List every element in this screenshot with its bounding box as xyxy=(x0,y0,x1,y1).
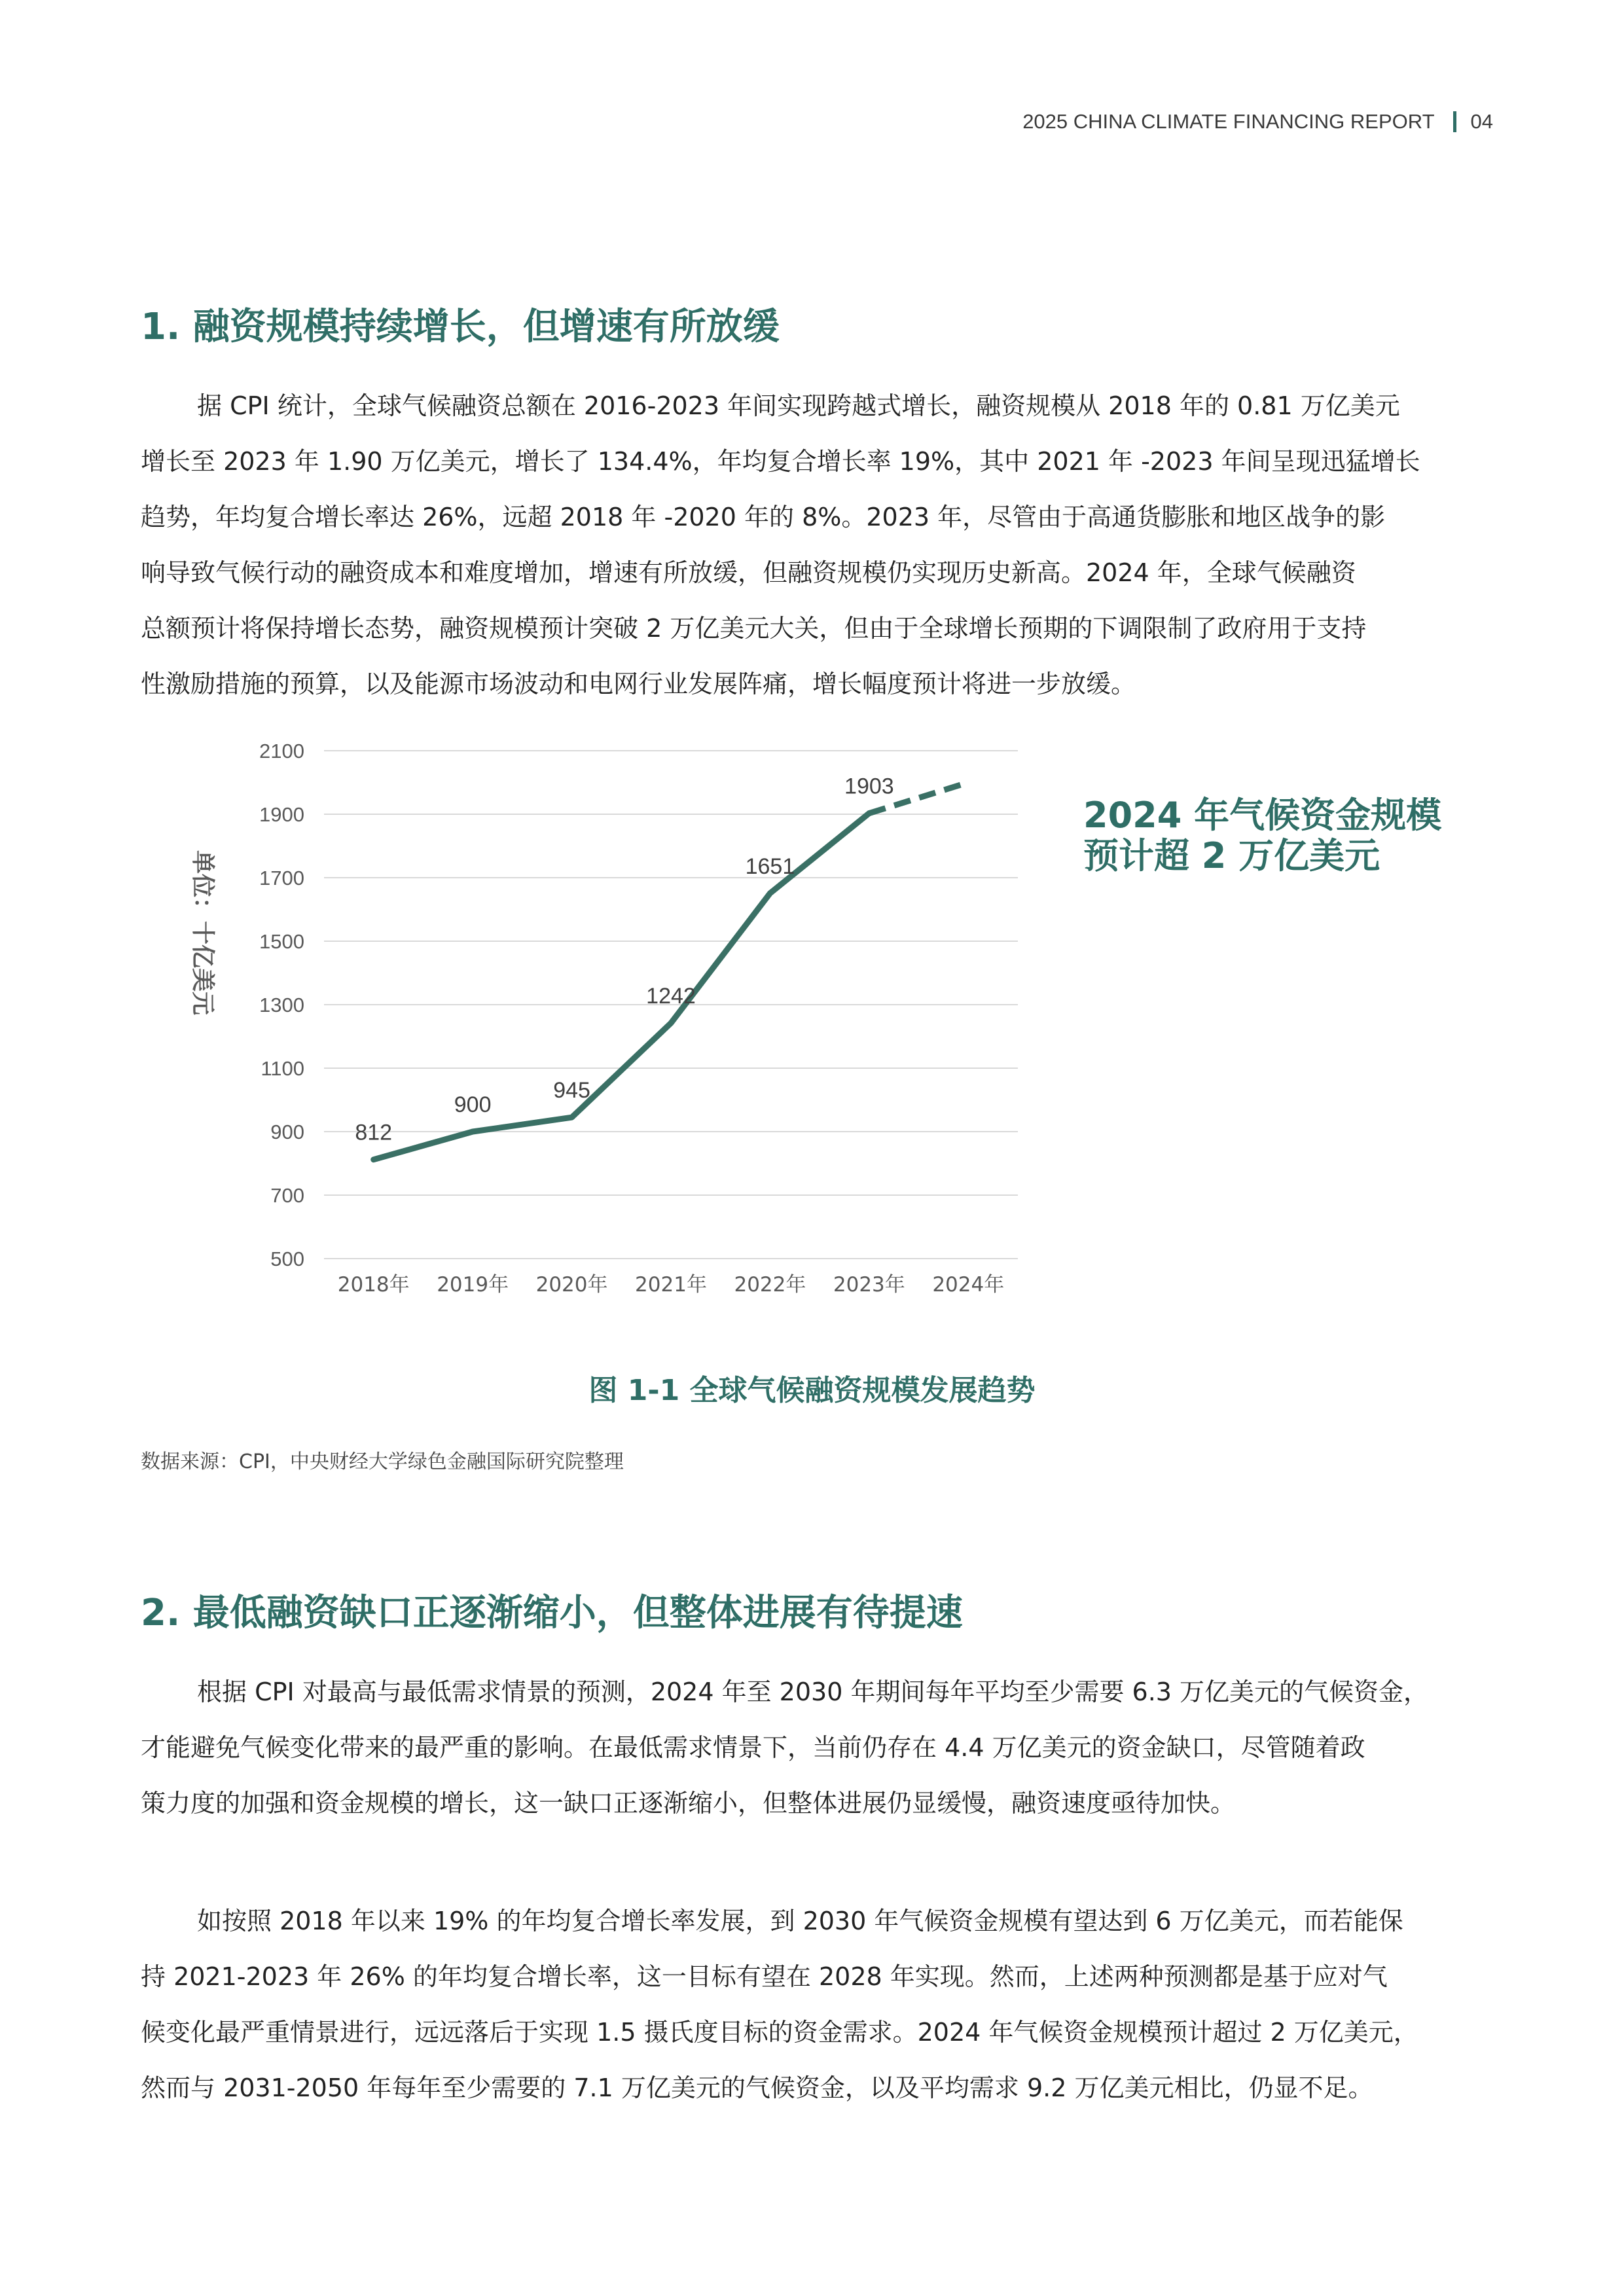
x-tick-label: 2019年 xyxy=(437,1273,509,1297)
y-axis-label: 单位：十亿美元 xyxy=(189,850,216,1016)
x-tick-label: 2021年 xyxy=(635,1273,707,1297)
y-tick-label: 700 xyxy=(270,1184,304,1207)
x-tick-label: 2020年 xyxy=(535,1273,608,1297)
y-tick-label: 1900 xyxy=(259,803,304,826)
y-tick-label: 1700 xyxy=(259,867,304,889)
paragraph-line: 性激励措施的预算，以及能源市场波动和电网行业发展阵痛，增长幅度预计将进一步放缓。 xyxy=(141,670,1136,698)
data-label: 1242 xyxy=(646,984,696,1009)
paragraph-line: 候变化最严重情景进行，远远落后于实现 1.5 摄氏度目标的资金需求。2024 年气候资金规模预计超过 2 万亿美元， xyxy=(141,2018,1418,2047)
section-2-paragraph-1 xyxy=(141,1664,1502,1831)
section-2-heading: 2. 最低融资缺口正逐渐缩小，但整体进展有待提速 xyxy=(141,1592,963,1634)
callout-line-2: 预计超 2 万亿美元 xyxy=(1083,835,1380,876)
y-tick-label: 1300 xyxy=(259,994,304,1016)
y-tick-label: 900 xyxy=(270,1121,304,1143)
chart-callout xyxy=(1083,795,1441,876)
x-tick-label: 2023年 xyxy=(833,1273,905,1297)
header-separator xyxy=(1453,111,1456,132)
page-header xyxy=(1022,110,1493,134)
paragraph-line: 增长至 2023 年 1.90 万亿美元，增长了 134.4%，年均复合增长率 19%，其中 2021 年 -2023 年间呈现迅猛增长 xyxy=(141,447,1420,476)
paragraph-line: 才能避免气候变化带来的最严重的影响。在最低需求情景下，当前仍存在 4.4 万亿美元的资金缺口，尽管随着政 xyxy=(141,1733,1365,1762)
paragraph-line: 据 CPI 统计，全球气候融资总额在 2016-2023 年间实现跨越式增长，融资规模从 2018 年的 0.81 万亿美元 xyxy=(197,391,1400,420)
x-tick-label: 2022年 xyxy=(734,1273,806,1297)
section-1-paragraph xyxy=(141,378,1502,712)
paragraph-line: 策力度的加强和资金规模的增长，这一缺口正逐渐缩小，但整体进展仍显缓慢，融资速度亟待加快。 xyxy=(141,1789,1236,1818)
paragraph-line: 趋势，年均复合增长率达 26%，远超 2018 年 -2020 年的 8%。2023 年，尽管由于高通货膨胀和地区战争的影 xyxy=(141,503,1386,531)
figure-caption: 图 1-1 全球气候融资规模发展趋势 xyxy=(588,1374,1036,1407)
paragraph-line: 根据 CPI 对最高与最低需求情景的预测，2024 年至 2030 年期间每年平均至少需要 6.3 万亿美元的气候资金， xyxy=(197,1677,1429,1706)
x-tick-label: 2024年 xyxy=(932,1273,1005,1297)
y-tick-label: 1100 xyxy=(261,1057,304,1080)
data-source: 数据来源：CPI，中央财经大学绿色金融国际研究院整理 xyxy=(141,1450,624,1473)
page-number: 04 xyxy=(1470,110,1493,133)
x-tick-label: 2018年 xyxy=(337,1273,410,1297)
y-tick-label: 1500 xyxy=(259,930,304,953)
data-label: 900 xyxy=(454,1092,492,1117)
line-chart xyxy=(164,726,1041,1316)
data-label: 1903 xyxy=(844,774,894,799)
paragraph-line: 然而与 2031-2050 年每年至少需要的 7.1 万亿美元的气候资金，以及平均需求 9.2 万亿美元相比，仍显不足。 xyxy=(141,2073,1373,2102)
callout-line-1: 2024 年气候资金规模 xyxy=(1083,795,1442,836)
y-tick-label: 2100 xyxy=(259,740,304,762)
series-line xyxy=(374,814,869,1160)
data-label: 812 xyxy=(355,1120,393,1145)
section-1-heading: 1. 融资规模持续增长，但增速有所放缓 xyxy=(141,306,780,348)
paragraph-line: 持 2021-2023 年 26% 的年均复合增长率，这一目标有望在 2028 年实现。然而，上述两种预测都是基于应对气 xyxy=(141,1962,1388,1991)
paragraph-line: 如按照 2018 年以来 19% 的年均复合增长率发展，到 2030 年气候资金规模有望达到 6 万亿美元，而若能保 xyxy=(197,1907,1403,1935)
y-tick-label: 500 xyxy=(270,1247,304,1270)
section-2-paragraph-2 xyxy=(141,1893,1502,2116)
paragraph-line: 响导致气候行动的融资成本和难度增加，增速有所放缓，但融资规模仍实现历史新高。2024 年，全球气候融资 xyxy=(141,558,1356,587)
data-label: 1651 xyxy=(745,853,795,879)
data-label: 945 xyxy=(553,1078,590,1103)
report-title: 2025 CHINA CLIMATE FINANCING REPORT xyxy=(1022,110,1435,133)
paragraph-line: 总额预计将保持增长态势，融资规模预计突破 2 万亿美元大关，但由于全球增长预期的下调限制了政府用于支持 xyxy=(141,614,1367,643)
